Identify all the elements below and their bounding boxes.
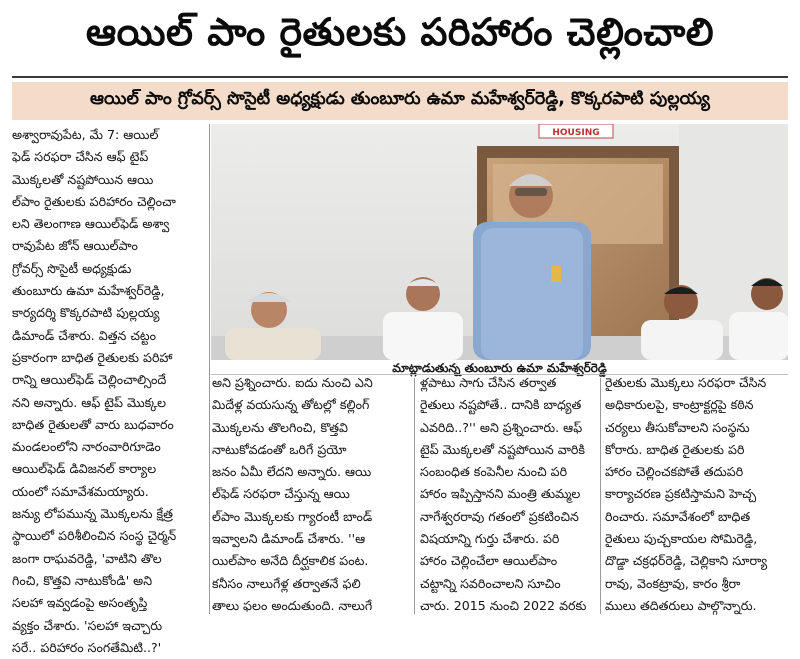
sign-text: HOUSING: [552, 128, 600, 138]
article-column-4: రైతులకు మొక్కలు సరఫరా చేసిన అధికారులపై, కాంట్రాక్టర్లపై కఠిన చర్యలు తీసుకోవాలని సంస్థను కోరారు. బాధిత రైతులకు పరి హారం చెల్లించకపోతే తదుపరి కార్యాచరణ ప్రకటిస్తామని హెచ్చ రించారు. సమావేశంలో బాధిత రైతులు పుచ్చకాయల సోమిరెడ్డి, దొడ్డా చక్రధర్‌రెడ్డి, చెల్లికాని సూర్యా రావు, వెంకట్రావు, కారం శ్రీరా ములు తదితరులు పాల్గొన్నారు.: [605, 375, 768, 613]
column-divider-3: [600, 378, 601, 614]
photo-illustration: [211, 124, 788, 360]
column-divider-2: [414, 378, 415, 614]
headline-rule: [12, 76, 788, 78]
photo-caption: మాట్లాడుతున్న తుంబూరు ఉమా మహేశ్వర్‌రెడ్డి: [392, 360, 607, 375]
article-column-2: అని ప్రశ్నించారు. ఐదు నుంచి ఎని మిదేళ్ల వయసున్న తోటల్లో కల్లింగ్ మొక్కలను తొలగించి, కొత్తవి నాటుకోవడంతో ఒరిగే ప్రయో జనం ఏమీ లేదని అన్నారు. ఆయి ల్‌ఫెడ్ సరఫరా చేస్తున్న ఆయి ల్‌పాం మొక్కలకు గ్యారంటీ బాండ్ ఇవ్వాలని డిమాండ్ చేశారు. ''ఆ యిల్‌పాం అనేది దీర్ఘకాలిక పంట. కనీసం నాలుగేళ్ల తర్వాతనే ఫలి తాలు ఫలం అందుతుంది. నాలుగే: [212, 375, 373, 613]
article-column-3: ళ్లపాటు సాగు చేసిన తర్వాత రైతులు నష్టపోతే.. దానికి బాధ్యత ఎవరిది..?'' అని ప్రశ్నించారు. ఆఫ్ టైప్ మొక్కలతో నష్టపోయిన వారికి సంబంధిత కంపెనీల నుంచి పరి హారం ఇప్పిస్తానని మంత్రి తుమ్మల నాగేశ్వరరావు గతంలో ప్రకటించిన విషయాన్ని గుర్తు చేశారు. పరి హారం చెల్లించేలా ఆయిల్‌పాం చట్టాన్ని సవరించాలని సూచిం చారు. 2015 నుంచి 2022 వరకు: [420, 375, 587, 613]
column-divider-1: [209, 124, 210, 614]
subheadline: ఆయిల్ పాం గ్రోవర్స్ సొసైటీ అధ్యక్షుడు తుంబూరు ఉమా మహేశ్వర్‌రెడ్డి, కొక్కరపాటి పుల్లయ్య: [12, 82, 788, 120]
article-column-1: అశ్వారావుపేట, మే 7: ఆయిల్ ఫెడ్ సరఫరా చేసిన ఆఫ్ టైప్ మొక్కలతో నష్టపోయిన ఆయి ల్‌పాం రైతులకు పరిహారం చెల్లించా లని తెలంగాణ ఆయిల్‌ఫెడ్ అశ్వా రావుపేట జోన్ ఆయిల్‌పాం గ్రోవర్స్ సొసైటీ అధ్యక్షుడు తుంబూరు ఉమా మహేశ్వర్‌రెడ్డి, కార్యదర్శి కొక్కరపాటి పుల్లయ్య డిమాండ్ చేశారు. విత్తన చట్టం ప్రకారంగా బాధిత రైతులకు పరిహా రాన్ని ఆయిల్‌ఫెడ్ చెల్లించాల్సిందే నని అన్నారు. ఆఫ్ టైప్ మొక్కల బాధిత రైతులతో వారు బుధవారం మండలంలోని నారంవారిగూడెం ఆయిల్‌ఫెడ్ డివిజనల్ కార్యాల యంలో సమావేశమయ్యారు. జన్యు లోపమున్న మొక్కలను క్షేత్ర స్థాయిలో పరిశీలించిన సంస్థ చైర్మన్ జంగా రాఘవరెడ్డి, 'వాటిని తొల గించి, కొత్తవి నాటుకోండి' అని సలహా ఇవ్వడంపై అసంతృప్తి వ్యక్తం చేశారు. 'సలహా ఇచ్చారు సరే.. పరిహారం సంగతేమిటి..?': [12, 127, 177, 655]
news-photo: [211, 124, 788, 360]
headline: ఆయిల్ పాం రైతులకు పరిహారం చెల్లించాలి: [85, 10, 715, 54]
